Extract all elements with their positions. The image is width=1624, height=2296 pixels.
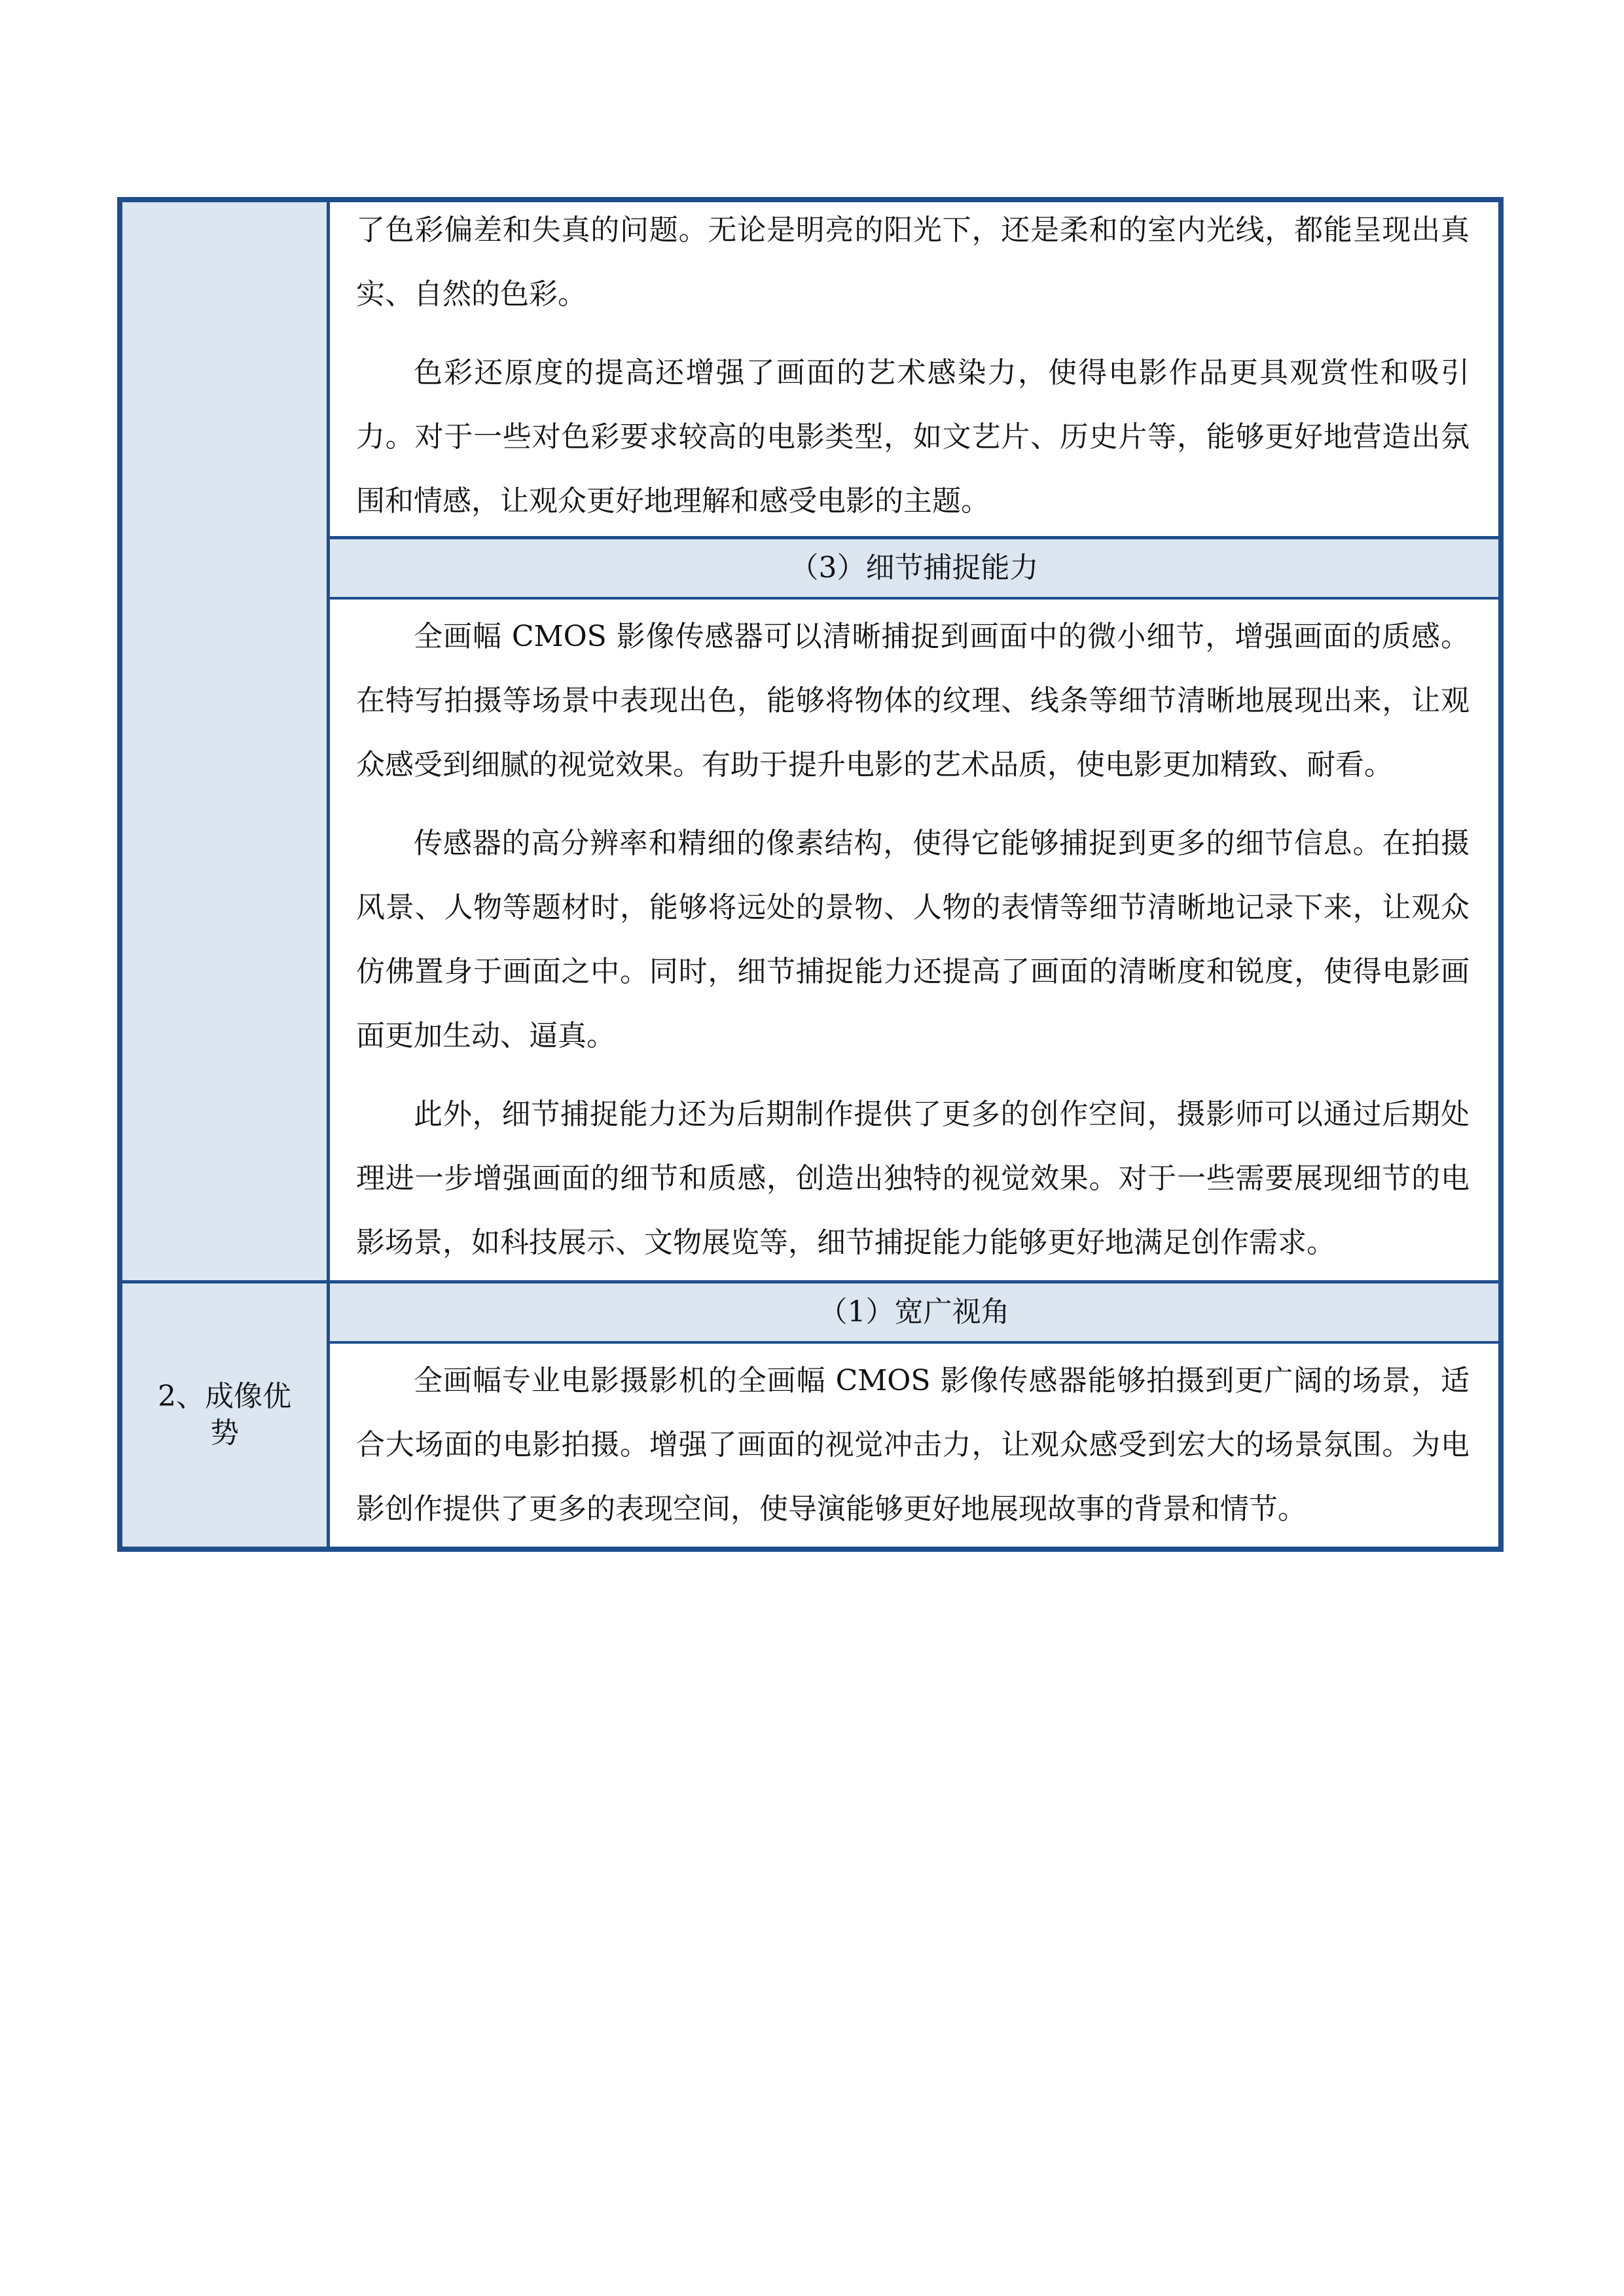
wide-angle-heading: （1）宽广视角 xyxy=(329,1282,1502,1343)
color-reproduction-content xyxy=(329,200,1502,538)
paragraph: 色彩还原度的提高还增强了画面的艺术感染力，使得电影作品更具观赏性和吸引力。对于一些对色彩要求较高的电影类型，如文艺片、历史片等，能够更好地营造出氛围和情感，让观众更好地理解和感受电影的主题。 xyxy=(356,356,1470,518)
wide-angle-content xyxy=(329,1342,1502,1549)
section1-label-cell xyxy=(120,200,329,1282)
paragraph: 了色彩偏差和失真的问题。无论是明亮的阳光下，还是柔和的室内光线，都能呈现出真实、自然的色彩。 xyxy=(356,213,1470,311)
table-row xyxy=(120,1282,1501,1343)
table-row xyxy=(120,200,1501,538)
paragraph: 传感器的高分辨率和精细的像素结构，使得它能够捕捉到更多的细节信息。在拍摄风景、人物等题材时，能够将远处的景物、人物的表情等细节清晰地记录下来，让观众仿佛置身于画面之中。同时，细节捕捉能力还提高了画面的清晰度和锐度，使得电影画面更加生动、逼真。 xyxy=(356,827,1470,1052)
section2-label-cell xyxy=(120,1282,329,1550)
detail-capture-content xyxy=(329,598,1502,1282)
document-table xyxy=(117,197,1504,1552)
detail-capture-heading: （3）细节捕捉能力 xyxy=(329,538,1502,599)
section2-label: 2、成像优势 xyxy=(158,1380,291,1450)
paragraph: 此外，细节捕捉能力还为后期制作提供了更多的创作空间，摄影师可以通过后期处理进一步增强画面的细节和质感，创造出独特的视觉效果。对于一些需要展现细节的电影场景，如科技展示、文物展览等，细节捕捉能力能够更好地满足创作需求。 xyxy=(356,1098,1470,1259)
paragraph: 全画幅专业电影摄影机的全画幅 CMOS 影像传感器能够拍摄到更广阔的场景，适合大场面的电影拍摄。增强了画面的视觉冲击力，让观众感受到宏大的场景氛围。为电影创作提供了更多的表现空间，使导演能够更好地展现故事的背景和情节。 xyxy=(356,1364,1470,1526)
paragraph: 全画幅 CMOS 影像传感器可以清晰捕捉到画面中的微小细节，增强画面的质感。在特写拍摄等场景中表现出色，能够将物体的纹理、线条等细节清晰地展现出来，让观众感受到细腻的视觉效果。有助于提升电影的艺术品质，使电影更加精致、耐看。 xyxy=(356,620,1470,781)
